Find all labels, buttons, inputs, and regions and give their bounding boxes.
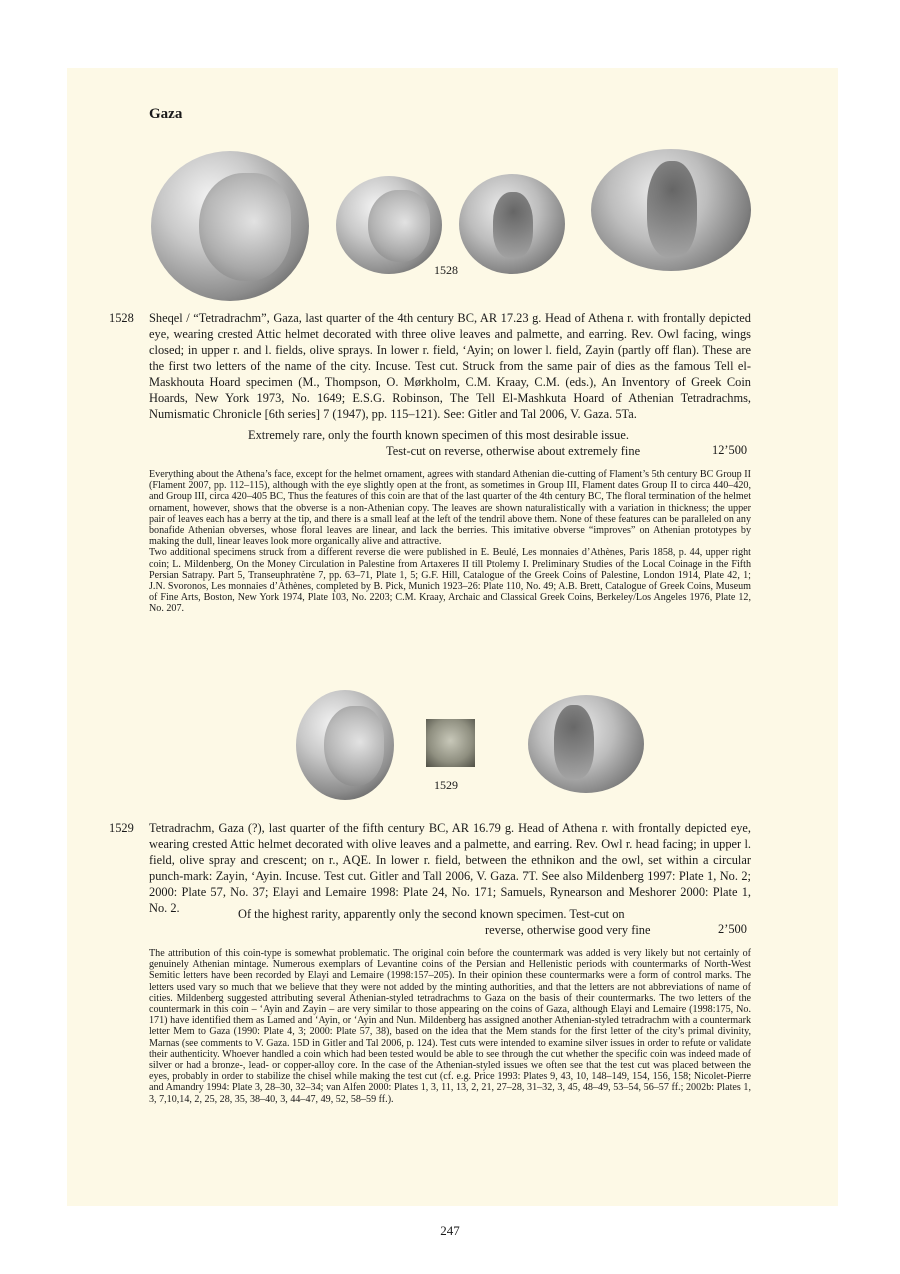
lot-1529-estimate: 2’500: [718, 922, 747, 936]
image-label-1528: 1528: [434, 263, 458, 277]
coin-1529-countermark-detail: [426, 719, 475, 767]
coin-1529-reverse: [528, 695, 644, 793]
coin-1529-obverse: [296, 690, 394, 800]
lot-description: Sheqel / “Tetradrachm”, Gaza, last quarter of the 4th century BC, AR 17.23 g. Head of Athena r. with frontally depicted eye, wearing crested Attic helmet decorated with three olive leaves and palmette, and earring. Rev. Owl facing, wings closed; in upper r. and l. fields, olive sprays. In lower r. field, ‘Ayin; on lower l. field, Zayin (partly off flan). These are the first two letters of the name of the city. Incuse. Test cut. Struck from the same pair of dies as the famous Tell el-Maskhouta Hoard specimen (M., Thompson, O. Mørkholm, C.M. Kraay, C.M. (eds.), An Inventory of Greek Coin Hoards, New York 1973, No. 1649; E.S.G. Robinson, The Tell El-Mashkuta Hoard of Athenian Tetradrachms, Numismatic Chronicle [6th series] 7 (1947), pp. 115–121). See: Gitler and Tal 2006, V. Gaza. 5Ta.: [149, 311, 751, 421]
lot-1528-rarity-line-1: Extremely rare, only the fourth known specimen of this most desirable issue.: [248, 428, 629, 442]
coin-1528-obverse-large: [151, 151, 309, 301]
lot-1528-commentary: [149, 469, 751, 615]
lot-1529-rarity-line-1: Of the highest rarity, apparently only the second known specimen. Test-cut on: [238, 907, 625, 921]
section-title: Gaza: [149, 106, 183, 122]
commentary-paragraph: Everything about the Athena’s face, except for the helmet ornament, agrees with standard Athenian die-cutting of Flament’s 5th century BC Group II (Flament 2007, pp. 112–115), although with the eye slightly open at the front, as sometimes in Group III, Flament dates Group II to circa 440–420, and Group III, circa 420–405 BC, Thus the features of this coin are that of the last quarter of the 4th century BC, The floral termination of the helmet ornament, however, shows that the obverse is a non-Athenian copy. The leaves are shown naturalistically with a variation in thickness; the upper pair of leaves each has a berry at the tip, and there is a small leaf at the left of the tendril above them. None of these features can be paralleled on any bonafide Athenian obverses, whose floral leaves are linear, and lack the berries. This imitative obverse “improves” on Athenian prototypes by making the dull, linear leaves look more organically alive and attractive.: [149, 469, 751, 548]
coin-1528-obverse-small: [336, 176, 442, 274]
lot-1528-rarity-line-2: Test-cut on reverse, otherwise about extremely fine: [386, 444, 641, 458]
image-label-1529: 1529: [434, 778, 458, 792]
lot-description: Tetradrachm, Gaza (?), last quarter of the fifth century BC, AR 16.79 g. Head of Athena r. with frontally depicted eye, wearing crested Attic helmet decorated with olive leaves and a palmette, and earring. Rev. Owl r. head facing; in upper l. field, olive spray and crescent; on r., AQE. In lower r. field, between the ethnikon and the owl, set within a circular punch-mark: Zayin, ‘Ayin. Incuse. Test cut. Gitler and Tall 2006, V. Gaza. 7T. See also Mildenberg 1997: Plate 1, No. 2; 2000: Plate 57, No. 37; Elayi and Lemaire 1998: Plate 24, No. 171; Samuels, Rynearson and Meshorer 2000: Plate 1, No. 2.: [149, 821, 751, 915]
lot-number: 1529: [109, 821, 134, 835]
lot-1528-entry: [109, 310, 751, 422]
coin-1528-reverse-small: [459, 174, 565, 274]
lot-number: 1528: [109, 311, 134, 325]
lot-1529-rarity-line-2: reverse, otherwise good very fine: [485, 923, 651, 937]
commentary-paragraph: Two additional specimens struck from a different reverse die were published in E. Beulé, Les monnaies d’Athènes, Paris 1858, p. 44, upper right coin; L. Mildenberg, On the Money Circulation in Palestine from Artaxeres II till Ptolemy I. Preliminary Studies of the Local Coinage in the Fifth Persian Satrapy. Part 5, Transeuphratène 7, pp. 63–71, Plate 1, 5; G.F. Hill, Catalogue of the Greek Coins of Palestine, London 1914, Plate 42, 1; J.N. Svoronos, Les monnaies d’Athènes, completed by B. Pick, Munich 1923–26: Plate 110, No. 49; A.B. Brett, Catalogue of Greek Coins, Museum of Fine Arts, Boston, New York 1974, Plate 103, No. 2203; C.M. Kraay, Archaic and Classical Greek Coins, Berkeley/Los Angeles 1976, Plate 12, No. 207.: [149, 547, 751, 615]
page-number: 247: [440, 1223, 460, 1238]
lot-1529-commentary: [149, 948, 751, 1105]
lot-1528-estimate: 12’500: [712, 443, 748, 457]
lot-1529-entry: [109, 820, 751, 916]
commentary-paragraph: The attribution of this coin-type is somewhat problematic. The original coin before the countermark was added is very likely but not certainly of genuinely Athenian mintage. Numerous exemplars of Levantine coins of the Persian and Hellenistic periods with countermarks of North-West Semitic letters have been recorded by Elayi and Lemaire (1998:157–205). In their opinion these countermarks were a form of control marks. The letters used vary so much that we believe that they were not added by the minting authorities, and that the letters are not abbreviations of name of cities. Mildenberg suggested attributing several Athenian-styled tetradrachms to Gaza on the basis of their countermarks. The two letters of the countermark in this coin – ‘Ayin and Zayin – are very similar to those appearing on the coins of Gaza, although Elayi and Lemaire (1998:175, No. 171) have identified them as Lamed and ‘Ayin, or ‘Ayin and Nun. Mildenberg has assigned another Athenian-styled tetradrachm with a countermark letter Mem to Gaza (1990: Plate 4, 3; 2000: Plate 57, 38), based on the idea that the Mem stands for the first letter of the city’s primal divinity, Marnas (see comments to V. Gaza. 15D in Gitler and Tal 2006, p. 124). Test cuts were intended to examine silver issues in order to refute or validate their authenticity. Whoever handled a coin which had been tested would be able to see through the cut whether the specific coin was indeed made of silver or had a bronze-, lead- or copper-alloy core. In the case of the Athenian-styled issues we often see that the test cut was placed between the eyes, probably in order to stabilize the chisel while making the test cut (cf. e.g. Price 1993: Plates 9, 43, 10, 148–149, 154, 156, 158; Nicolet-Pierre and Amandry 1994: Plate 3, 28–30, 32–34; van Alfen 2000: Plates 1, 3, 11, 13, 2, 21, 27–28, 31–32, 3, 45, 48–49, 53–54, 56–57 ff.; 2002b: Plates 1, 3, 7,10,14, 2, 25, 28, 35, 38–40, 3, 44–47, 49, 52, 58–59 ff.).: [149, 948, 751, 1105]
coin-1528-reverse-large: [591, 149, 751, 271]
